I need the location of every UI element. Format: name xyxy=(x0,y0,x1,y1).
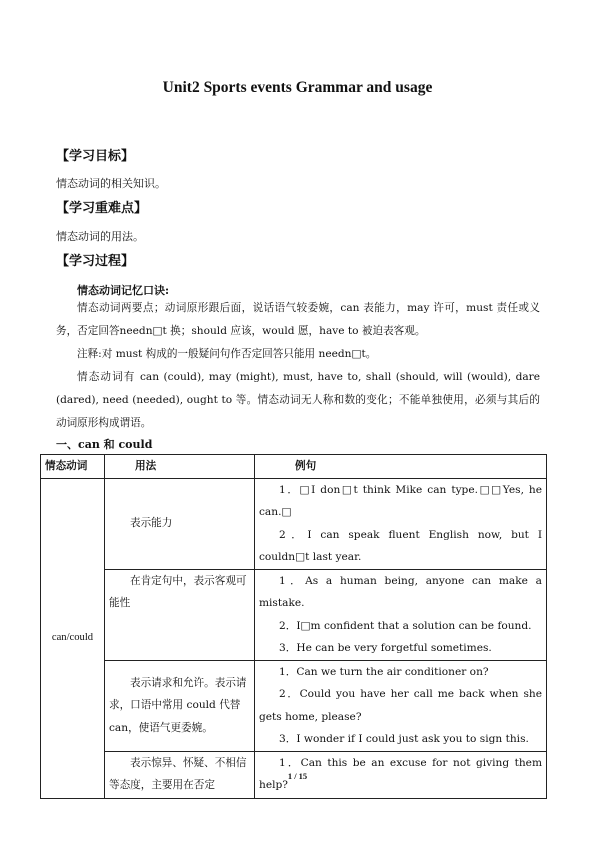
example-sentence: 1．□I don□t think Mike can type.□□Yes, he can.□ xyxy=(259,483,542,518)
example-sentence: 3．He can be very forgetful sometimes. xyxy=(279,642,492,654)
column-header: 例句 xyxy=(255,455,547,479)
mnemonic-paragraph: 情态动词两要点；动词原形跟后面，说话语气较委婉，can 表能力，may 许可，must 责任或义务，否定回答needn□t 换；should 应该，would 愿，have to 被迫表客观。 xyxy=(56,302,540,337)
modal-verbs-intro: 情态动词有 can (could), may (might), must, have to, shall (should, will (would), dare (dared), need (needed), ought to 等。情态动词无人称和数的变化；不能单独使用，必须与其后的动词原形构成谓语。 xyxy=(56,371,540,429)
example-sentence: 1．Can we turn the air conditioner on? xyxy=(279,665,489,678)
usage-cell: 表示能力 xyxy=(105,478,255,569)
part-one-heading: 一、can 和 could xyxy=(56,438,153,451)
mnemonic-body xyxy=(56,297,540,435)
key-points-heading: 【学习重难点】 xyxy=(56,201,148,216)
example-sentence: 2．I□m confident that a solution can be found. xyxy=(279,619,532,632)
table-row xyxy=(41,660,547,751)
table-row xyxy=(41,569,547,660)
modal-verb-cell: can/could xyxy=(41,478,105,798)
examples-cell xyxy=(255,660,547,751)
process-heading: 【学习过程】 xyxy=(56,254,135,269)
usage-cell: 表示请求和允许。表示请求，口语中常用 could 代替 can，使语气更委婉。 xyxy=(105,660,255,751)
objective-heading: 【学习目标】 xyxy=(56,149,135,164)
page-number: 1 / 15 xyxy=(287,771,308,781)
table-header-row xyxy=(41,455,547,479)
column-header: 情态动词 xyxy=(41,455,105,479)
example-sentence: 3．I wonder if I could just ask you to sign this. xyxy=(279,733,529,745)
usage-cell: 在肯定句中，表示客观可能性 xyxy=(105,569,255,660)
mnemonic-heading: 情态动词记忆口诀: xyxy=(77,284,170,297)
usage-cell: 表示惊异、怀疑、不相信等态度，主要用在否定 xyxy=(105,751,255,798)
examples-cell xyxy=(255,478,547,569)
example-sentence: 2．Could you have her call me back when she gets home, please? xyxy=(259,688,542,723)
column-header: 用法 xyxy=(105,455,255,479)
example-sentence: 2．I can speak fluent English now, but I couldn□t last year. xyxy=(259,528,542,563)
mnemonic-note: 注释:对 must 构成的一般疑问句作否定回答只能用 needn□t。 xyxy=(77,348,377,360)
examples-cell xyxy=(255,569,547,660)
table-row xyxy=(41,478,547,569)
example-sentence: 1．As a human being, anyone can make a mistake. xyxy=(259,574,542,609)
example-sentence: 1．Can this be an excuse for not giving them help? xyxy=(259,756,542,791)
document-title: Unit2 Sports events Grammar and usage xyxy=(162,79,433,96)
key-points-text: 情态动词的用法。 xyxy=(56,230,144,243)
objective-text: 情态动词的相关知识。 xyxy=(56,177,166,190)
modal-verbs-table xyxy=(40,454,547,799)
